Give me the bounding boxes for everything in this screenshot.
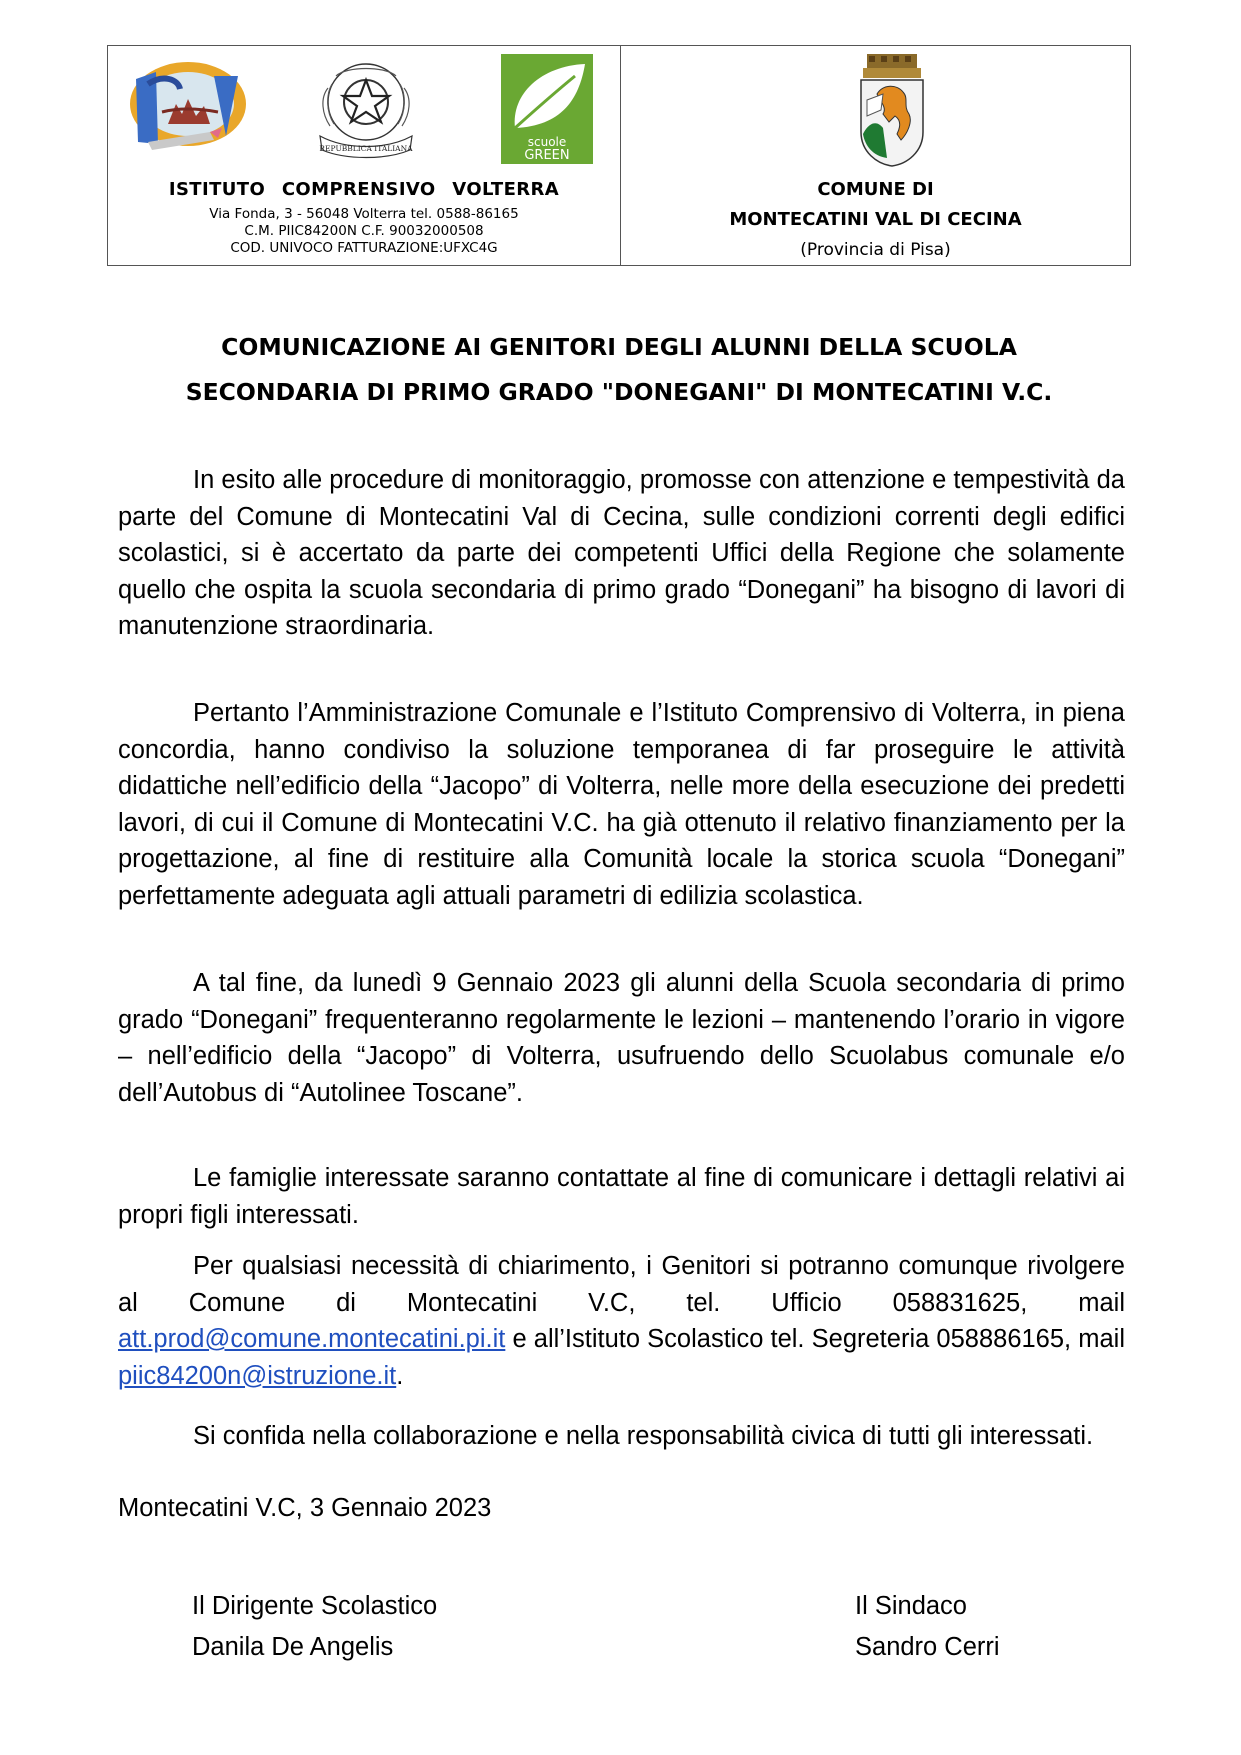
contact-text-1: Per qualsiasi necessità di chiarimento, i Genitori si potranno comunque rivolgere al Comune di Montecatini V.C, tel. Ufficio 058831625, mail <box>118 1252 1125 1317</box>
republic-emblem <box>306 54 426 162</box>
paragraph-2 <box>118 695 1125 914</box>
paragraph-4 <box>118 1160 1125 1233</box>
school-name: ISTITUTO COMPRENSIVO VOLTERRA <box>168 179 560 200</box>
paragraph-3-text: A tal fine, da lunedì 9 Gennaio 2023 gli alunni della Scuola secondaria di primo grado “Donegani” frequenteranno regolarmente le lezioni – mantenendo l’orario in vigore – nell’edificio della “Jacopo” di Volterra, usufruendo dello Scuolabus comunale e/o dell’Autobus di “Autolinee Toscane”. <box>118 969 1125 1107</box>
svg-text:REPUBBLICA ITALIANA: REPUBBLICA ITALIANA <box>319 144 413 153</box>
comune-crest <box>853 50 931 168</box>
scuole-green-logo <box>501 54 593 164</box>
paragraph-6 <box>118 1418 1125 1455</box>
date-line: Montecatini V.C, 3 Gennaio 2023 <box>118 1494 492 1522</box>
paragraph-2-text: Pertanto l’Amministrazione Comunale e l’Istituto Comprensivo di Volterra, in piena concordia, hanno condiviso la soluzione temporanea di far proseguire le attività didattiche nell’edificio della “Jacopo” di Volterra, nelle more della esecuzione dei predetti lavori, di cui il Comune di Montecatini V.C. ha già ottenuto il relativo finanziamento per la progettazione, al fine di restituire alla Comunità locale la storica scuola “Donegani” perfettamente adeguata agli attuali parametri di edilizia scolastica. <box>118 699 1125 910</box>
paragraph-6-text: Si confida nella collaborazione e nella responsabilità civica di tutti gli interessati. <box>193 1422 1094 1450</box>
school-header <box>108 46 621 265</box>
paragraph-5-text <box>118 1248 1125 1394</box>
comune-line2: MONTECATINI VAL DI CECINA <box>729 209 1022 230</box>
signature-right-role: Il Sindaco <box>855 1592 967 1620</box>
school-email-link[interactable]: piic84200n@istruzione.it <box>118 1361 397 1390</box>
signature-left-name: Danila De Angelis <box>192 1633 394 1661</box>
svg-text:scuole: scuole <box>527 135 567 149</box>
comune-header <box>621 46 1130 265</box>
paragraph-4-text: Le famiglie interessate saranno contattate al fine di comunicare i dettagli relativi ai propri figli interessati. <box>118 1164 1125 1229</box>
school-address: Via Fonda, 3 - 56048 Volterra tel. 0588-86165 <box>209 206 519 222</box>
comune-line1: COMUNE DI <box>817 179 934 200</box>
paragraph-5 <box>118 1248 1125 1394</box>
signature-right-name: Sandro Cerri <box>855 1633 1000 1661</box>
svg-text:GREEN: GREEN <box>524 148 570 163</box>
letterhead <box>107 45 1131 266</box>
comune-email-link[interactable]: att.prod@comune.montecatini.pi.it <box>118 1325 506 1353</box>
signature-left-role: Il Dirigente Scolastico <box>192 1592 438 1620</box>
title-line2: SECONDARIA DI PRIMO GRADO "DONEGANI" DI MONTECATINI V.C. <box>185 378 1053 406</box>
comune-province: (Provincia di Pisa) <box>800 240 951 260</box>
paragraph-1 <box>118 462 1125 645</box>
paragraph-1-text: In esito alle procedure di monitoraggio, promosse con attenzione e tempestività da parte del Comune di Montecatini Val di Cecina, sulle condizioni correnti degli edifici scolastici, si è accertato da parte dei competenti Uffici della Regione che solamente quello che ospita la scuola secondaria di primo grado “Donegani” ha bisogno di lavori di manutenzione straordinaria. <box>118 466 1125 640</box>
school-billing-code: COD. UNIVOCO FATTURAZIONE:UFXC4G <box>230 240 498 256</box>
school-codes: C.M. PIIC84200N C.F. 90032000508 <box>244 223 484 239</box>
title-line1: COMUNICAZIONE AI GENITORI DEGLI ALUNNI DELLA SCUOLA <box>221 333 1017 361</box>
school-logo <box>118 54 254 154</box>
contact-text-2: e all’Istituto Scolastico tel. Segreteria 058886165, mail <box>505 1325 1125 1353</box>
contact-text-3: . <box>396 1361 404 1390</box>
paragraph-3 <box>118 965 1125 1111</box>
